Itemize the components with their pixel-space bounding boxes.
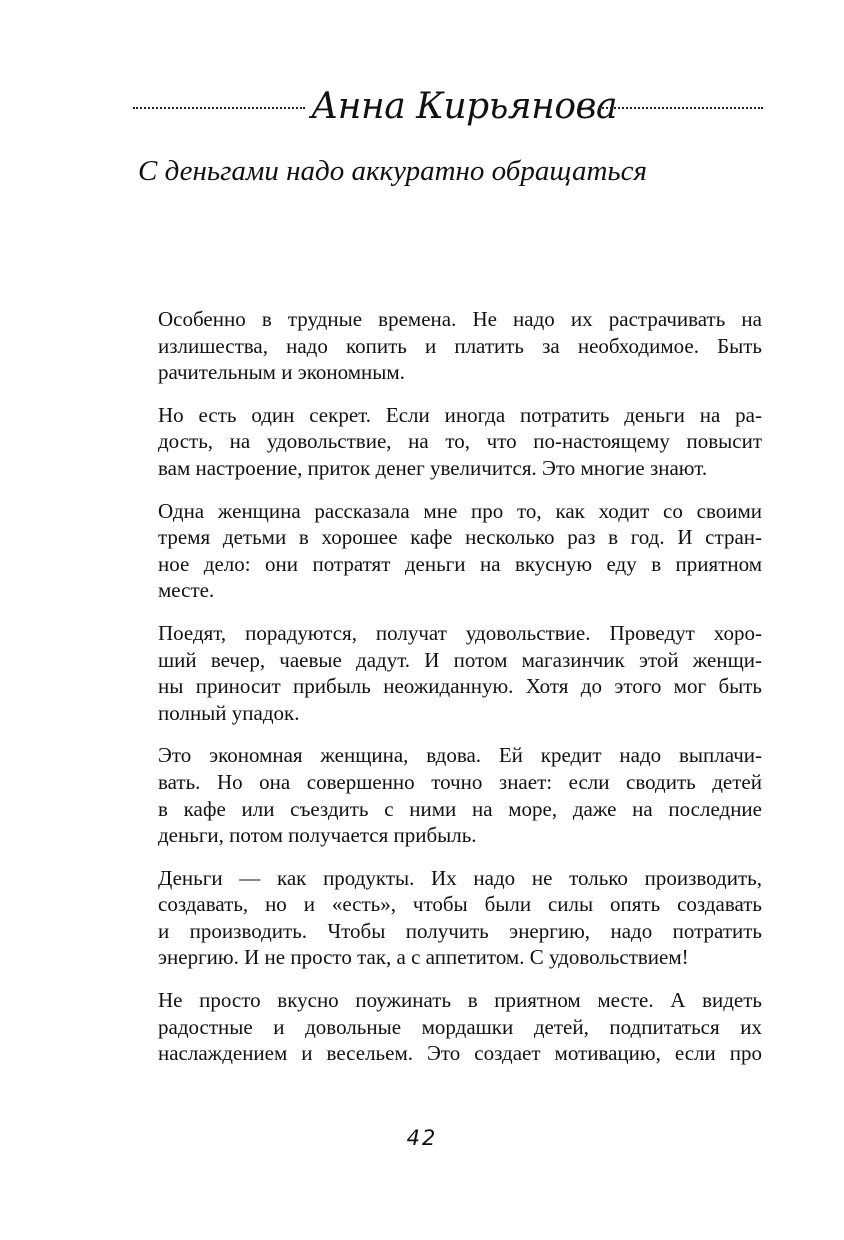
text-line: дость, на удовольствие, на то, что по-настоящему повысит <box>158 429 762 454</box>
text-line: ший вечер, чаевые дадут. И потом магазинчик этой женщи- <box>158 647 762 672</box>
text-line: энергию. И не просто так, а с аппетитом. С удовольствием! <box>158 945 689 970</box>
text-line: полный упадок. <box>158 700 300 725</box>
text-line: и производить. Чтобы получить энергию, надо потратить <box>158 918 762 943</box>
body-text <box>158 306 762 1083</box>
text-line: радостные и довольные мордашки детей, подпитаться их <box>158 1014 762 1039</box>
text-line: Но есть один секрет. Если иногда потратить деньги на ра- <box>158 402 762 427</box>
paragraph <box>158 865 762 971</box>
text-line: рачительным и экономным. <box>158 360 405 385</box>
text-line: ное дело: они потратят деньги на вкусную еду в приятном <box>158 551 762 576</box>
text-line: Поедят, порадуются, получат удовольствие. Проведут хоро- <box>158 620 762 645</box>
paragraph <box>158 987 762 1067</box>
text-line: Одна женщина рассказала мне про то, как ходит со своими <box>158 498 762 523</box>
paragraph <box>158 498 762 604</box>
text-line: Деньги — как продукты. Их надо не только производить, <box>158 865 762 890</box>
text-line: месте. <box>158 578 215 603</box>
text-line: тремя детьми в хорошее кафе несколько раз в год. И стран- <box>158 525 762 550</box>
text-line: деньги, потом получается прибыль. <box>158 823 477 848</box>
text-line: ны приносит прибыль неожиданную. Хотя до этого мог быть <box>158 674 762 699</box>
page-number: 42 <box>406 1126 438 1150</box>
text-line: Не просто вкусно поужинать в приятном месте. А видеть <box>158 988 762 1013</box>
running-header <box>133 82 763 132</box>
text-line: в кафе или съездить с ними на море, даже на последние <box>158 796 762 821</box>
text-line: вать. Но она совершенно точно знает: если сводить детей <box>158 769 762 794</box>
paragraph <box>158 306 762 386</box>
header-dotted-rule-left <box>133 107 305 109</box>
text-line: наслаждением и весельем. Это создает мотивацию, если про <box>158 1041 762 1066</box>
paragraph <box>158 742 762 848</box>
text-line: Это экономная женщина, вдова. Ей кредит надо выплачи- <box>158 743 762 768</box>
header-dotted-rule-right <box>599 107 763 109</box>
paragraph <box>158 402 762 482</box>
paragraph <box>158 620 762 726</box>
text-line: вам настроение, приток денег увеличится. Это многие знают. <box>158 455 708 480</box>
text-line: Особенно в трудные времена. Не надо их растрачивать на <box>158 307 762 331</box>
text-line: излишества, надо копить и платить за необходимое. Быть <box>158 333 762 358</box>
chapter-title: С деньгами надо аккуратно обращаться <box>138 155 647 187</box>
author-name: Анна Кирьянова <box>311 86 617 127</box>
text-line: создавать, но и «есть», чтобы были силы опять создавать <box>158 892 762 917</box>
